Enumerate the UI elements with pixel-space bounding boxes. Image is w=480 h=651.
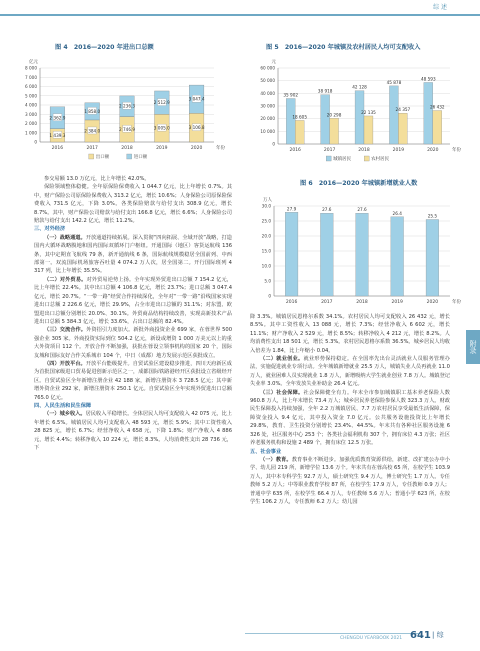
value-label: 3 005.0 xyxy=(153,125,170,131)
y-tick-label: 2 000 xyxy=(25,121,37,126)
x-tick-label: 2017 xyxy=(86,146,98,151)
running-header xyxy=(0,0,480,22)
subsection-lead: （三）社会保障。 xyxy=(260,389,304,396)
figure-4-title: 图 4 2016—2020 年进出口总额 xyxy=(55,44,154,51)
right-text-column xyxy=(250,313,450,506)
y-tick-label: 60 000 xyxy=(260,65,275,71)
subsection-lead: （二）对外贸易。 xyxy=(44,276,87,283)
y-tick-label: 8 000 xyxy=(25,65,37,71)
y-tick-label: 10 000 xyxy=(260,128,275,134)
x-tick-label: 2018 xyxy=(121,146,133,151)
bar-农村居民 xyxy=(330,118,339,144)
value-label: 2 746.9 xyxy=(119,126,135,132)
section-heading: 五、社会事业 xyxy=(250,448,282,455)
value-label: 26 432 xyxy=(429,104,445,110)
y-tick-label: 6 000 xyxy=(25,84,37,89)
x-tick-label: 2017 xyxy=(321,300,333,305)
value-label: 3 106.8 xyxy=(188,125,205,131)
page-footer xyxy=(0,628,480,648)
subsection-paragraph xyxy=(34,234,232,276)
footer-rule xyxy=(245,633,420,634)
y-tick-label: 25.0 xyxy=(261,218,271,224)
figure-5-chart xyxy=(250,58,470,168)
y-tick-label: 1 000 xyxy=(25,130,37,136)
figure-6-title: 图 6 2016—2020 年城镇新增就业人数 xyxy=(300,180,418,187)
value-label: 27.6 xyxy=(357,207,367,213)
subsection-paragraph xyxy=(250,389,450,448)
section-name: 综 述 xyxy=(430,2,450,11)
paragraph-text: 教育事业不断进步。加强优质教育资源供给，新建、改扩建公办中小学、幼儿园 219 所，新增学位 13.6 万个。年末共有在蓉高校 65 所，在校学生 103.9 万人，其中本专科学生 92.7 万人，硕士研究生 9.4 万人，博士研究生 1.7 万人。专任教师 5.2 万人；中等职业教育学校 87 所，在校学生 17.9 万人，专任教师 0.9 万人；普通中学 635 所，在校学生 66.4 万人，专任教师 5.6 万人；普通小学 623 所，在校学生 106.2 万人，专任教师 6.2 万人；幼儿园 xyxy=(250,456,450,505)
y-tick-label: 30 000 xyxy=(260,103,275,109)
paragraph-text: 外资招引力度加大。新批外商投资企业 699 家，在蓉世界 500 强企业 305 家。外商投资实际到位 504.2 亿元，新设或增资 1 000 万美元以上的重大外资项目 112 个。开放合作不断加强，获批在蓉设立领事机构的国家 20 个，国际友城和国际友好合作关系城市 104 个，中日（成都）地方发展示范区获批成立。 xyxy=(34,327,232,359)
section-heading: 四、人民生活和民生保障 xyxy=(34,402,92,409)
value-label: 18 605 xyxy=(292,114,308,120)
subsection-lead: （一）城乡收入。 xyxy=(44,411,86,418)
figure-5-title: 图 5 2016—2020 年城镇及农村居民人均可支配收入 xyxy=(266,44,421,51)
x-tick-label: 2017 xyxy=(323,148,336,153)
y-tick-label: 0 xyxy=(268,293,271,299)
value-label: 25.5 xyxy=(427,213,438,219)
bar-城镇新增就业人数 xyxy=(285,212,298,296)
bar-农村居民 xyxy=(364,116,373,144)
x-tick-label: 2020 xyxy=(190,146,203,151)
value-label: 27.9 xyxy=(286,206,297,212)
y-tick-label: 30.0 xyxy=(261,203,271,209)
x-tick-label: 2019 xyxy=(391,300,403,305)
paragraph-text: 就业形势保持稳定。在全国率先出台灵活就业人员服务管理办法，实施促进就业专项行动。全年城镇新增就业 25.5 万人，城镇失业人员再就业 11.0 万人，就业困难人员实现就业 1.8 万人，新增吸纳大学生就业创业 7.8 万人。城镇登记失业率 3.0%。全年发放失业补助金 26.4 亿元。 xyxy=(250,356,450,388)
left-text-column xyxy=(34,175,232,452)
y-axis-label: 亿元 xyxy=(29,60,38,65)
value-label: 22 135 xyxy=(361,109,376,115)
y-axis-label: 万人 xyxy=(263,198,272,203)
subsection-lead: （四）开放平台。 xyxy=(44,360,86,367)
y-tick-label: 20.0 xyxy=(261,233,271,239)
bar-城镇新增就业人数 xyxy=(320,213,333,296)
subsection-paragraph xyxy=(34,360,232,402)
x-tick-label: 2019 xyxy=(156,146,168,151)
value-label: 42 128 xyxy=(352,84,367,90)
paragraph-text: 居民收入平稳增长。全体居民人均可支配收入 42 075 元，比上年增长 6.5%。城镇居民人均可支配收入 48 593 元，增长 5.9%；其中工资性收入 28 825 元，增长 6.7%；经营净收入 4 658 元，下降 1.8%；财产净收入 4 886 元，增长 4.4%；转移净收入 10 224 元，增长 8.3%。人均消费性支出 28 736 元，下 xyxy=(34,411,232,451)
subsection-paragraph xyxy=(34,410,232,452)
paragraph: 降 3.3%。城镇居民恩格尔系数 34.1%。农村居民人均可支配收入 26 432 元，增长 8.5%。其中工资性收入 13 088 元，增长 7.3%；经营净收入 6 602 元，增长 11.1%；财产净收入 2 529 元，增长 8.5%；转移净收入 4 212 元，增长 8.2%。人均消费性支出 18 501 元，增长 5.3%。农村居民恩格尔系数 36.5%。城乡居民人均收入倍差为 1.84，比上年缩小 0.04。 xyxy=(250,314,450,354)
legend-swatch xyxy=(326,156,331,161)
bar-城镇居民 xyxy=(389,86,398,144)
y-tick-label: 7 000 xyxy=(25,74,37,80)
bar-农村居民 xyxy=(295,120,304,144)
x-tick-label: 2016 xyxy=(289,148,301,153)
value-label: 24 357 xyxy=(395,107,411,113)
paragraph-text: 对外贸易逆势上扬。全年实现外贸进出口总额 7 154.2 亿元，比上年增长 22.4%。其中出口总额 4 106.8 亿元，增长 23.7%；进口总额 3 047.4 亿元，增长 20.7%。“一带一路”经贸合作持续深化，全年对“一带一路”沿线国家实现进出口总额 2 226.6 亿元，增长 29.9%，占全市进出口总额的 31.1%；对东盟、欧盟进出口总额分别增长 20.0%、30.1%。外贸商品结构持续改善，实现高新技术产品进出口总额 5 384.3 亿元，增长 33.6%，占出口总额的 82.4%。 xyxy=(34,276,232,325)
value-label: 2 236.3 xyxy=(119,103,135,109)
y-tick-label: 0 xyxy=(34,139,37,145)
value-label: 38 918 xyxy=(317,88,333,94)
subsection-paragraph xyxy=(250,456,450,506)
value-label: 48 593 xyxy=(420,76,436,82)
paragraph-text: 社会保障健全有力。年末全市参加城镇职工基本养老保险人数 960.8 万人，比上年末增长 73.4 万人；城乡居民养老保险参保人数 323.3 万人。财政民生保障投入持续加强，全年 2.2 万城镇居民、7.7 万农村居民享受最低生活保障，保障资金投入 9.4 亿元，其中投入资金 7.0 亿元。公共服务设施投资比上年增长 29.8%，教育、卫生投资分别增长 23.4%、44.5%。年末共有各种社区服务设施 6 326 处，社区服务中心 253 个；各类社会福利机构 307 个，拥有床位 4.3 万张；社区养老服务机构和设施 2 489 个，拥有床位 12.5 万张。 xyxy=(250,389,450,447)
y-tick-label: 5.0 xyxy=(264,278,271,284)
x-axis-suffix: 年份 xyxy=(216,146,225,151)
value-label: 2 362.9 xyxy=(49,115,66,121)
x-tick-label: 2016 xyxy=(51,146,64,151)
bar-城镇新增就业人数 xyxy=(391,217,404,296)
page-suffix: | 综 xyxy=(432,631,444,639)
legend-label: 进口额 xyxy=(133,155,148,160)
legend-label: 农村居民 xyxy=(371,157,390,162)
y-tick-label: 10.0 xyxy=(261,263,271,269)
yearbook-name: CHENGDU YEARBOOK 2021 xyxy=(340,636,403,641)
y-tick-label: 4 000 xyxy=(25,102,37,108)
x-tick-label: 2020 xyxy=(427,148,439,153)
bar-农村居民 xyxy=(433,111,442,144)
y-tick-label: 50 000 xyxy=(260,78,275,84)
bar-城镇居民 xyxy=(355,91,364,144)
subsection-lead: （三）交流合作。 xyxy=(44,327,87,334)
subsection-lead: （二）就业创业。 xyxy=(260,356,304,363)
y-tick-label: 3 000 xyxy=(25,111,37,117)
legend-swatch xyxy=(89,154,94,159)
bar-城镇居民 xyxy=(321,95,330,144)
value-label: 20 298 xyxy=(326,112,342,118)
value-label: 2 384.0 xyxy=(84,128,101,134)
subsection-lead: （一）战略通道。 xyxy=(44,234,86,241)
value-label: 1 858.0 xyxy=(84,108,101,114)
figure-6-chart xyxy=(250,192,470,310)
bar-城镇居民 xyxy=(286,99,295,144)
value-label: 26.4 xyxy=(392,210,402,216)
x-tick-label: 2018 xyxy=(356,300,368,305)
bar-城镇新增就业人数 xyxy=(356,213,369,296)
subsection-paragraph xyxy=(34,276,232,326)
header-rule xyxy=(0,14,480,16)
section-heading: 三、对外经济 xyxy=(34,226,66,233)
y-tick-label: 0 xyxy=(272,141,275,147)
x-axis-suffix: 年份 xyxy=(452,300,461,305)
x-tick-label: 2019 xyxy=(392,148,405,153)
value-label: 2 512.9 xyxy=(153,100,170,106)
value-label: 3 047.4 xyxy=(188,96,205,102)
paragraph-text: 开放通道持续拓展。深入贯彻“四向拓展、全域开放”战略，打造国内大循环战略腹地和国内国际双循环门户枢纽。开通国际（地区）客货运航线 136 条，其中定期直飞航线 79 条，新开通航线 6 条，国际航线规模稳居全国前列、中西部第一。双流国际机场旅客吞吐量 4 074.2 万人次，居全国第二。开行国际班列 4 317 列，比上年增长 35.5%。 xyxy=(34,234,232,275)
value-label: 1 439.3 xyxy=(49,132,66,138)
bar-农村居民 xyxy=(398,113,407,144)
appendix-side-tab: 附录 xyxy=(466,330,480,364)
subsection-paragraph xyxy=(250,355,450,389)
y-tick-label: 5 000 xyxy=(25,93,37,99)
y-tick-label: 20 000 xyxy=(260,116,275,122)
y-tick-label: 40 000 xyxy=(260,90,275,96)
value-label: 27.6 xyxy=(322,207,332,213)
bar-城镇新增就业人数 xyxy=(426,220,439,297)
paragraph: 参交易额 13.0 万亿元，比上年增长 42.0%。 xyxy=(44,176,150,182)
x-tick-label: 2018 xyxy=(358,148,370,153)
page-number: 641 xyxy=(410,630,431,641)
y-tick-label: 15.0 xyxy=(261,248,271,254)
subsection-lead: （一）教育。 xyxy=(260,456,292,463)
subsection-paragraph xyxy=(34,326,232,360)
paragraph-text: 开放平台能级提升。自贸试验区建设稳步推进，四川天府新区成为首批国家级进口贸易促进创新示范区之一，成都国际铁路港经开区获批设立省级经开区。自贸试验区全年新增注册企业 42 188 家，新增注册资本 3 728.5 亿元；其中新增外资企业 292 家，新增注册资本 250.1 亿元。自贸试验区全年实现外贸进出口总额 765.0 亿元。 xyxy=(34,360,232,401)
legend-swatch xyxy=(364,156,369,161)
legend-label: 出口额 xyxy=(95,155,110,160)
value-label: 45 878 xyxy=(386,79,402,85)
x-axis-suffix: 年份 xyxy=(452,148,461,153)
paragraph: 保险领域整体稳健。全年原保险保费收入 1 044.7 亿元，比上年增长 0.7%。其中，财产保险公司原保险保费收入 313.2 亿元，增长 10.6%；人身保险公司原保险保费收入 731.5 亿元，下降 3.0%。各类保险赔款与给付支出 308.9 亿元，增长 8.7%。其中，财产保险公司赔款与给付支出 166.8 亿元，增长 6.6%；人身保险公司赔款与给付支出 142.2 亿元，增长 11.2%。 xyxy=(34,184,232,225)
x-tick-label: 2020 xyxy=(426,300,439,305)
bar-城镇居民 xyxy=(424,82,433,144)
legend-label: 城镇居民 xyxy=(333,157,352,162)
value-label: 35 902 xyxy=(283,92,299,98)
y-axis-label: 元 xyxy=(271,60,276,65)
legend-swatch xyxy=(127,154,132,159)
figure-4-chart xyxy=(14,58,232,166)
x-tick-label: 2016 xyxy=(285,300,298,305)
